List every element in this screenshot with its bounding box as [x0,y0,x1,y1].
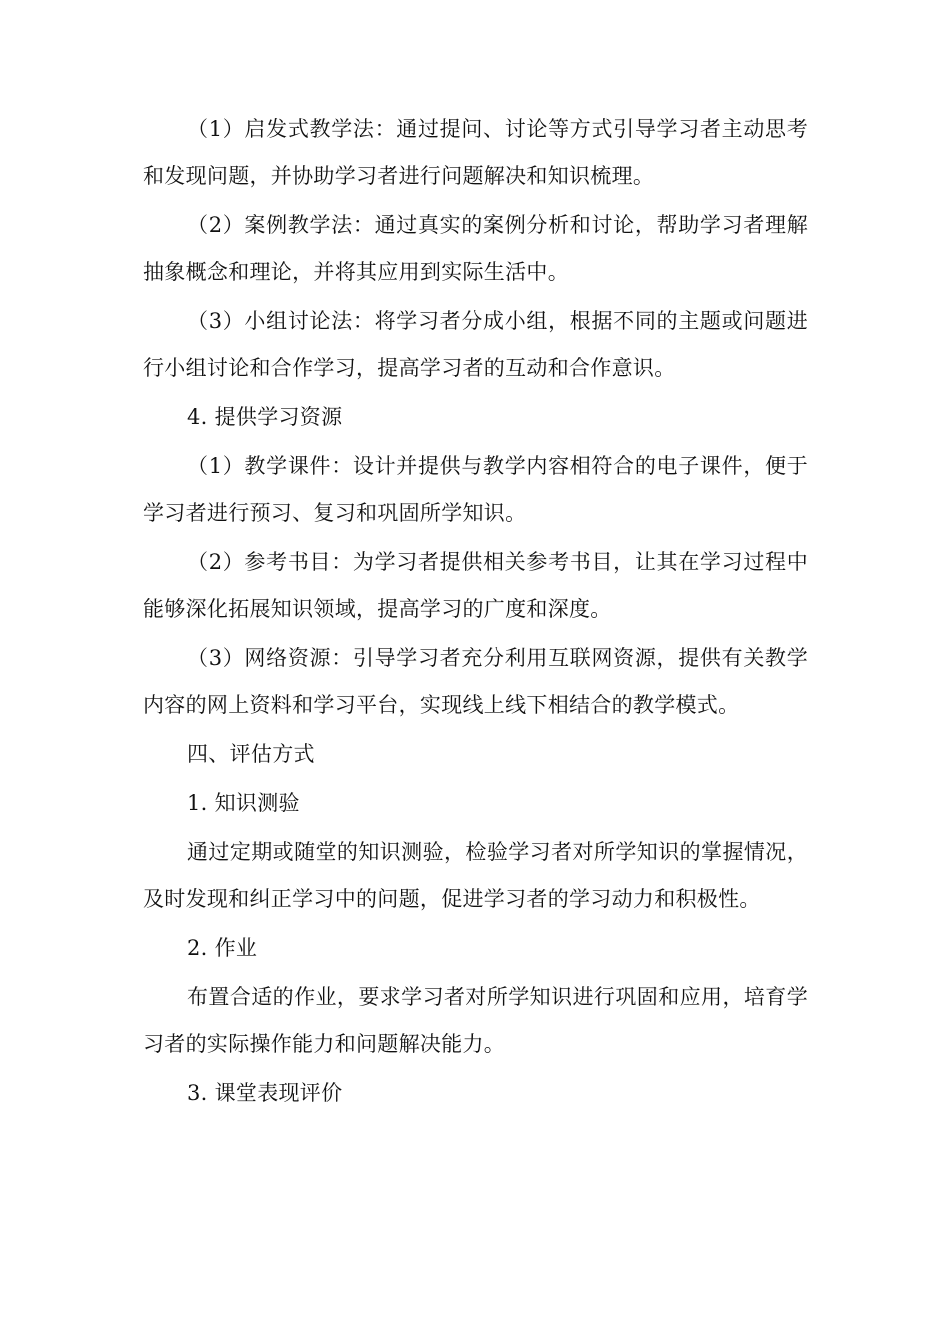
paragraph-case-method: （2）案例教学法：通过真实的案例分析和讨论，帮助学习者理解抽象概念和理论，并将其应用到实际生活中。 [143,213,808,284]
paragraph-heuristic-method: （1）启发式教学法：通过提问、讨论等方式引导学习者主动思考和发现问题，并协助学习者进行问题解决和知识梳理。 [143,117,808,188]
paragraph-homework: 布置合适的作业，要求学习者对所学知识进行巩固和应用，培育学习者的实际操作能力和问题解决能力。 [143,985,808,1056]
heading-homework: 2. 作业 [187,936,258,960]
document-body [143,106,808,1117]
paragraph-reference-books: （2）参考书目：为学习者提供相关参考书目，让其在学习过程中能够深化拓展知识领域，提高学习的广度和深度。 [143,550,808,621]
heading-knowledge-test: 1. 知识测验 [187,791,300,815]
paragraph-network-resources: （3）网络资源：引导学习者充分利用互联网资源，提供有关教学内容的网上资料和学习平台，实现线上线下相结合的教学模式。 [143,646,808,717]
paragraph-knowledge-test: 通过定期或随堂的知识测验，检验学习者对所学知识的掌握情况，及时发现和纠正学习中的问题，促进学习者的学习动力和积极性。 [143,840,808,911]
paragraph-group-discussion: （3）小组讨论法：将学习者分成小组，根据不同的主题或问题进行小组讨论和合作学习，提高学习者的互动和合作意识。 [143,309,808,380]
paragraph-courseware: （1）教学课件：设计并提供与教学内容相符合的电子课件，便于学习者进行预习、复习和巩固所学知识。 [143,454,808,525]
heading-classroom-evaluation: 3. 课堂表现评价 [187,1081,343,1105]
heading-learning-resources: 4. 提供学习资源 [187,405,343,429]
heading-assessment: 四、评估方式 [187,742,315,766]
